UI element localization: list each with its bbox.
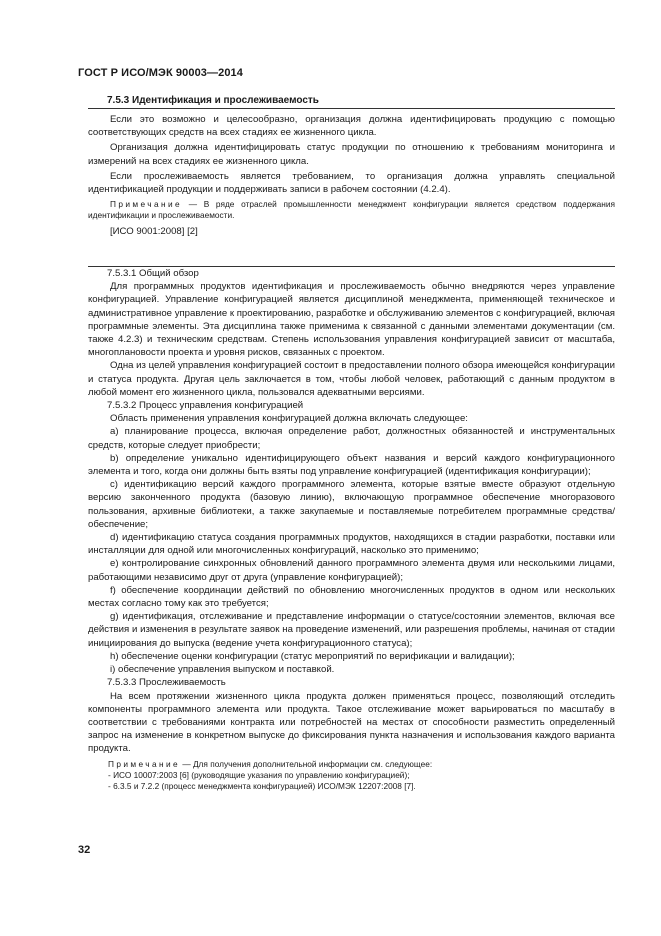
subsection-heading: 7.5.3.1 Общий обзор	[107, 268, 199, 279]
main-content	[88, 267, 615, 793]
note-text: — В ряде отраслей промышленности менеджмент конфигурации является средством поддержания идентификации и прослеживаемости.	[88, 199, 615, 221]
iso-note	[88, 199, 615, 221]
list-item: e) контролирование синхронных обновлений данного программного элемента двумя или несколькими лицами, работающими независимо друг от друга (управление конфигурацией);	[88, 558, 615, 583]
iso-paragraph: Организация должна идентифицировать статус продукции по отношению к требованиям мониторинга и измерений на всех стадиях ее жизненного цикла.	[88, 142, 615, 167]
list-item: g) идентификация, отслеживание и представление информации о статусе/состоянии элементов, включая все действия и изменения в результате заявок на проведение изменений, или разрешения проблемы, начиная от стадии инициирования до выпуска (ведение учета конфигурационного статуса);	[88, 611, 615, 649]
page-number: 32	[78, 844, 91, 856]
document-header: ГОСТ Р ИСО/МЭК 90003—2014	[78, 67, 243, 79]
note-line: - 6.3.5 и 7.2.2 (процесс менеджмента конфигурацией) ИСО/МЭК 12207:2008 [7].	[108, 781, 416, 792]
paragraph: Область применения управления конфигурацией должна включать следующее:	[110, 413, 468, 425]
list-item: f) обеспечение координации действий по обновлению многочисленных продуктов в одном или нескольких местах согласно тому как это требуется;	[88, 584, 615, 610]
iso-reference: [ИСО 9001:2008] [2]	[110, 225, 198, 237]
list-item: d) идентификацию статуса создания программных продуктов, находящихся в стадии разработки, поставки или инсталляции для одной или многочисленных конфигураций, насколько это применимо;	[88, 532, 615, 557]
subsection-heading: 7.5.3.3 Прослеживаемость	[107, 677, 226, 689]
iso-paragraph: Если прослеживаемость является требованием, то организация должна управлять специальной идентификацией продукции и поддерживать записи в рабочем состоянии (4.2.4).	[88, 170, 615, 196]
note-heading-line	[108, 759, 615, 770]
note-line: - ИСО 10007:2003 [6] (руководящие указания по управлению конфигурацией);	[108, 769, 410, 780]
paragraph: Для программных продуктов идентификация и прослеживаемость обычно внедряются через управление конфигурацией. Управление конфигурацией является дисциплиной менеджмента, применяющей техническое и административное управление к проектированию, разработке и обслуживанию элементов с конфигурацией, включая программные элементы. Эта дисциплина также применима к связанной с данными элементами документации (см. также 4.2.3) и техническим средствам. Степень использования управления конфигурацией зависит от масштаба, многоплановости проекта и уровня рисков, связанных с проектом.	[88, 281, 615, 359]
list-item: a) планирование процесса, включая определение работ, должностных обязанностей и инструментальных средств, которые следует приобрести;	[88, 426, 615, 451]
note-label: Примечание	[110, 199, 183, 210]
list-item: h) обеспечение оценки конфигурации (статус мероприятий по верификации и валидации);	[110, 650, 515, 662]
note-text: — Для получения дополнительной информации см. следующее:	[180, 758, 433, 769]
note-label: Примечание	[108, 758, 181, 769]
paragraph: На всем протяжении жизненного цикла продукта должен применяться процесс, позволяющий отследить компоненты программного элемента или продукта. Такое отслеживание может варьироваться по масштабу в соответствии с требованиями контракта или потребностей на местах от способности разместить определенный запрос на изменение в конкретном выпуске до фиксирования пункта назначения и использования каждого варианта продукта.	[88, 690, 615, 755]
list-item: b) определение уникально идентифицирующего объект названия и версий каждого конфигурационного элемента и того, когда они должны быть взяты под управление конфигурацией (идентификация конфигурации);	[88, 452, 615, 478]
paragraph: Одна из целей управления конфигурацией состоит в предоставлении полного обзора имеющейся конфигурации и статуса продукта. Другая цель заключается в том, чтобы любой человек, работающий с данным продуктом в любой момент его жизненного цикла, пользовался адекватными версиями.	[88, 360, 615, 398]
section-heading: 7.5.3 Идентификация и прослеживаемость	[107, 95, 319, 106]
note	[108, 759, 615, 793]
list-item: c) идентификацию версий каждого программного элемента, которые взятые вместе образуют отдельную версию законченного продукта (базовую линию), включающую программное обеспечение многоразового пользования, архивные библиотеки, а также закупаемые и поставляемые потребителем программные средства/обеспечение;	[88, 479, 615, 530]
iso-quote-box	[88, 108, 615, 267]
list-item: i) обеспечение управления выпуском и поставкой.	[110, 664, 335, 676]
iso-paragraph: Если это возможно и целесообразно, организация должна идентифицировать продукцию с помощью соответствующих средств на всех стадиях ее жизненного цикла.	[88, 114, 615, 139]
subsection-heading: 7.5.3.2 Процесс управления конфигурацией	[107, 400, 304, 412]
